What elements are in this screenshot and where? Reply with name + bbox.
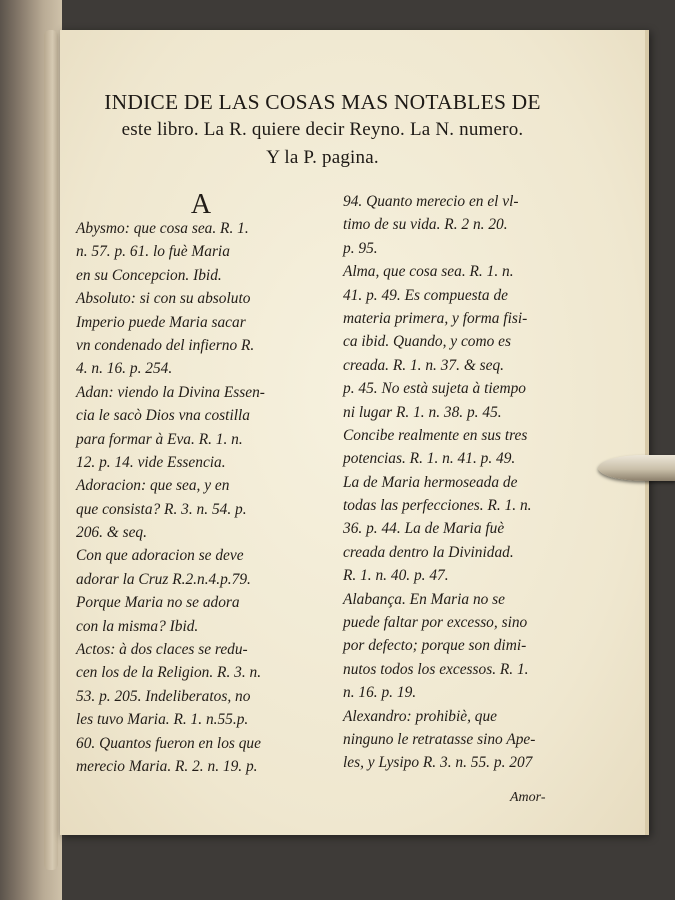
index-line: en su Concepcion. Ibid. xyxy=(76,266,222,284)
index-line: Alabança. En Maria no se xyxy=(343,590,506,608)
index-line: por defecto; porque son dimi- xyxy=(343,637,527,655)
index-line: creada dentro la Divinidad. xyxy=(343,543,514,561)
index-line: todas las perfecciones. R. 1. n. xyxy=(343,497,532,515)
catchword: Amor- xyxy=(510,790,546,805)
index-line: 41. p. 49. Es compuesta de xyxy=(343,286,508,304)
index-line: Porque Maria no se adora xyxy=(76,594,240,612)
index-line: Actos: à dos claces se redu- xyxy=(76,641,248,659)
index-line: p. 45. No està sujeta à tiempo xyxy=(343,380,526,398)
title-line: INDICE DE LAS COSAS MAS NOTABLES DE xyxy=(104,90,541,114)
index-line: les, y Lysipo R. 3. n. 55. p. 207 xyxy=(343,754,533,772)
left-column xyxy=(76,190,326,778)
index-line: adorar la Cruz R.2.n.4.p.79. xyxy=(76,570,251,588)
index-line: p. 95. xyxy=(343,239,378,257)
index-line: ni lugar R. 1. n. 38. p. 45. xyxy=(343,403,502,421)
index-line: Alexandro: prohibiè, que xyxy=(343,707,498,725)
section-letter: A xyxy=(190,189,212,220)
index-line: 206. & seq. xyxy=(76,524,147,542)
index-line: cen los de la Religion. R. 3. n. xyxy=(76,664,262,682)
index-line: cia le sacò Dios vna costilla xyxy=(76,407,250,425)
index-line: les tuvo Maria. R. 1. n.55.p. xyxy=(76,711,249,729)
index-line: 60. Quantos fueron en los que xyxy=(76,734,261,752)
index-line: Adan: viendo la Divina Essen- xyxy=(76,383,265,401)
index-line: potencias. R. 1. n. 41. p. 49. xyxy=(343,450,516,468)
index-title xyxy=(75,88,570,172)
index-line: 12. p. 14. vide Essencia. xyxy=(76,453,226,471)
index-line: Con que adoracion se deve xyxy=(76,547,244,565)
index-line: merecio Maria. R. 2. n. 19. p. xyxy=(76,757,258,775)
index-line: 36. p. 44. La de Maria fuè xyxy=(343,520,505,538)
index-line: Concibe realmente en sus tres xyxy=(343,426,528,444)
index-line: Absoluto: si con su absoluto xyxy=(76,290,251,308)
index-line: Imperio puede Maria sacar xyxy=(76,313,246,331)
right-column xyxy=(343,190,573,775)
index-line: R. 1. n. 40. p. 47. xyxy=(343,567,449,585)
index-line: con la misma? Ibid. xyxy=(76,617,199,635)
index-line: timo de su vida. R. 2 n. 20. xyxy=(343,216,508,234)
left-page-fold xyxy=(44,30,58,870)
index-line: 94. Quanto merecio en el vl- xyxy=(343,193,519,210)
index-line: ninguno le retratasse sino Ape- xyxy=(343,730,536,748)
index-line: Adoracion: que sea, y en xyxy=(76,477,230,495)
index-line: Abysmo: que cosa sea. R. 1. xyxy=(76,220,249,237)
index-line: puede faltar por excesso, sino xyxy=(343,614,528,632)
index-line: n. 57. p. 61. lo fuè Maria xyxy=(76,243,230,261)
index-line: para formar à Eva. R. 1. n. xyxy=(76,430,243,448)
index-line: que consista? R. 3. n. 54. p. xyxy=(76,500,247,518)
index-line: vn condenado del infierno R. xyxy=(76,336,255,354)
index-line: nutos todos los excessos. R. 1. xyxy=(343,660,529,678)
title-line: este libro. La R. quiere decir Reyno. La N. numero. xyxy=(121,119,524,140)
title-line: Y la P. pagina. xyxy=(266,147,379,168)
index-line: creada. R. 1. n. 37. & seq. xyxy=(343,356,505,374)
index-line: Alma, que cosa sea. R. 1. n. xyxy=(343,263,514,281)
index-line: ca ibid. Quando, y como es xyxy=(343,333,511,351)
index-line: 53. p. 205. Indeliberatos, no xyxy=(76,687,251,705)
index-line: 4. n. 16. p. 254. xyxy=(76,360,173,378)
index-line: materia primera, y forma fisi- xyxy=(343,309,528,327)
index-line: n. 16. p. 19. xyxy=(343,684,417,702)
index-line: La de Maria hermoseada de xyxy=(343,473,518,491)
